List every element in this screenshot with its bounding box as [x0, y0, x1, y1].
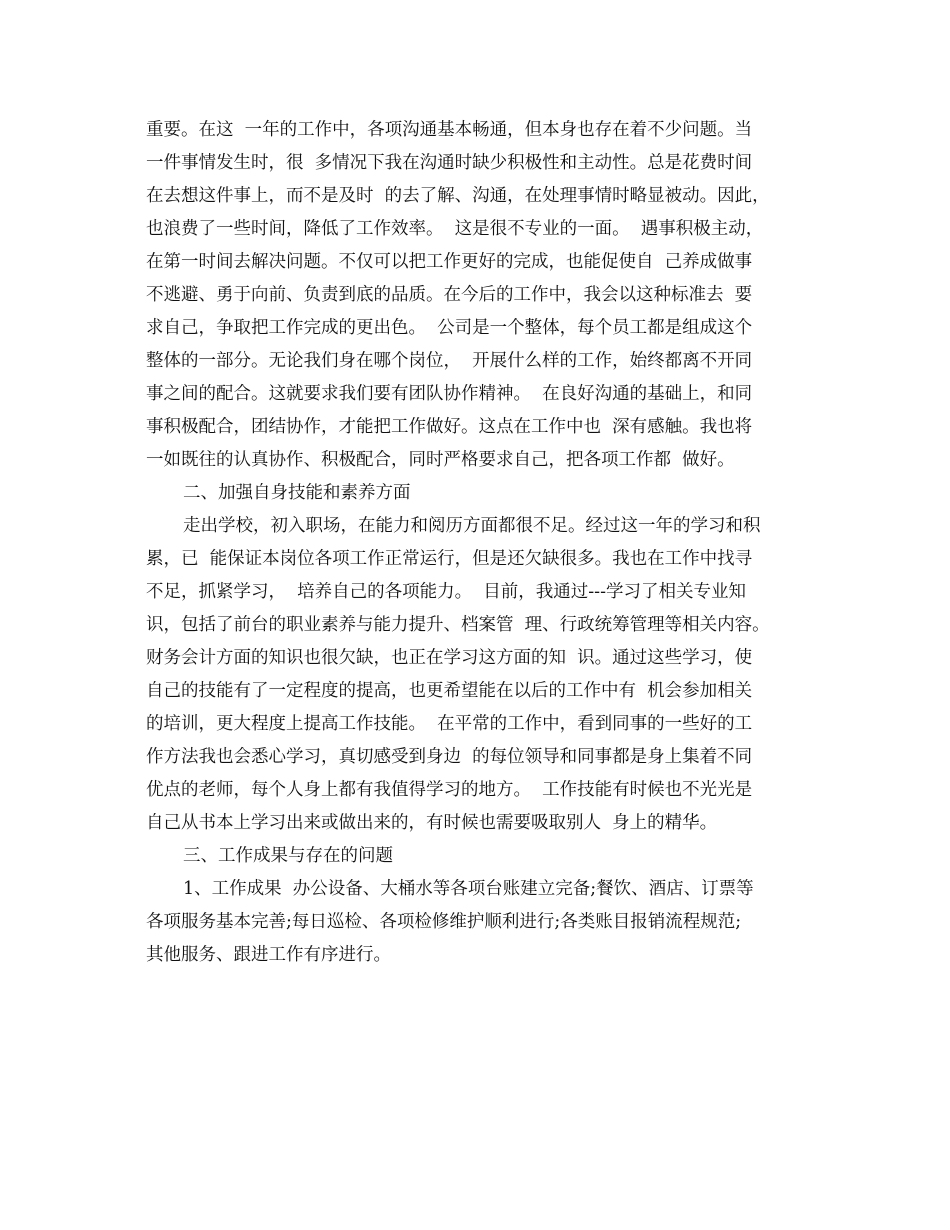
paragraph-line: 也浪费了一些时间，降低了工作效率。 这是很不专业的一面。 遇事积极主动， — [146, 219, 764, 239]
paragraph-line: 其他服务、跟进工作有序进行。 — [146, 945, 391, 965]
paragraph-line: 一件事情发生时，很 多情况下我在沟通时缺少积极性和主动性。总是花费时间 — [146, 153, 753, 173]
paragraph-line: 作方法我也会悉心学习，真切感受到身边 的每位领导和同事都是身上集着不同 — [146, 747, 753, 767]
paragraph-line: 走出学校，初入职场，在能力和阅历方面都很不足。经过这一年的学习和积 — [183, 516, 761, 536]
paragraph-line: 自己的技能有了一定程度的提高，也更希望能在以后的工作中有 机会参加相关 — [146, 681, 753, 701]
paragraph-line: 识，包括了前台的职业素养与能力提升、档案管 理、行政统筹管理等相关内容。 — [146, 615, 770, 635]
paragraph-line: 不足，抓紧学习， 培养自己的各项能力。 目前，我通过---学习了相关专业知 — [146, 582, 746, 602]
paragraph-line: 自己从书本上学习出来或做出来的，有时候也需要吸取别人 身上的精华。 — [146, 813, 718, 833]
paragraph-line: 累，已 能保证本岗位各项工作正常运行，但是还欠缺很多。我也在工作中找寻 — [146, 549, 753, 569]
paragraph-line: 事之间的配合。这就要求我们要有团队协作精神。 在良好沟通的基础上，和同 — [146, 384, 753, 404]
paragraph-line: 财务会计方面的知识也很欠缺，也正在学习这方面的知 识。通过这些学习，使 — [146, 648, 753, 668]
paragraph-line: 事积极配合，团结协作，才能把工作做好。这点在工作中也 深有感触。我也将 — [146, 417, 753, 437]
paragraph-line: 各项服务基本完善;每日巡检、各项检修维护顺利进行;各类账目报销流程规范; — [146, 912, 742, 932]
paragraph-line: 重要。在这 一年的工作中，各项沟通基本畅通，但本身也存在着不少问题。当 — [146, 120, 753, 140]
paragraph-line: 求自己，争取把工作完成的更出色。 公司是一个整体，每个员工都是组成这个 — [146, 318, 753, 338]
section-heading: 二、加强自身技能和素养方面 — [183, 483, 411, 503]
paragraph-line: 1、工作成果 办公设备、大桶水等各项台账建立完备;餐饮、酒店、订票等 — [183, 879, 754, 899]
paragraph-line: 的培训，更大程度上提高工作技能。 在平常的工作中，看到同事的一些好的工 — [146, 714, 753, 734]
paragraph-line: 在第一时间去解决问题。不仅可以把工作更好的完成，也能促使自 己养成做事 — [146, 252, 753, 272]
paragraph-line: 不逃避、勇于向前、负责到底的品质。在今后的工作中，我会以这种标准去 要 — [146, 285, 753, 305]
paragraph-line: 优点的老师，每个人身上都有我值得学习的地方。 工作技能有时候也不光光是 — [146, 780, 753, 800]
document-body — [146, 114, 806, 972]
paragraph-line: 一如既往的认真协作、积极配合，同时严格要求自己，把各项工作都 做好。 — [146, 450, 735, 470]
paragraph-line: 在去想这件事上，而不是及时 的去了解、沟通，在处理事情时略显被动。因此， — [146, 186, 770, 206]
paragraph-line: 整体的一部分。无论我们身在哪个岗位， 开展什么样的工作，始终都离不开同 — [146, 351, 753, 371]
section-heading: 三、工作成果与存在的问题 — [183, 846, 393, 866]
